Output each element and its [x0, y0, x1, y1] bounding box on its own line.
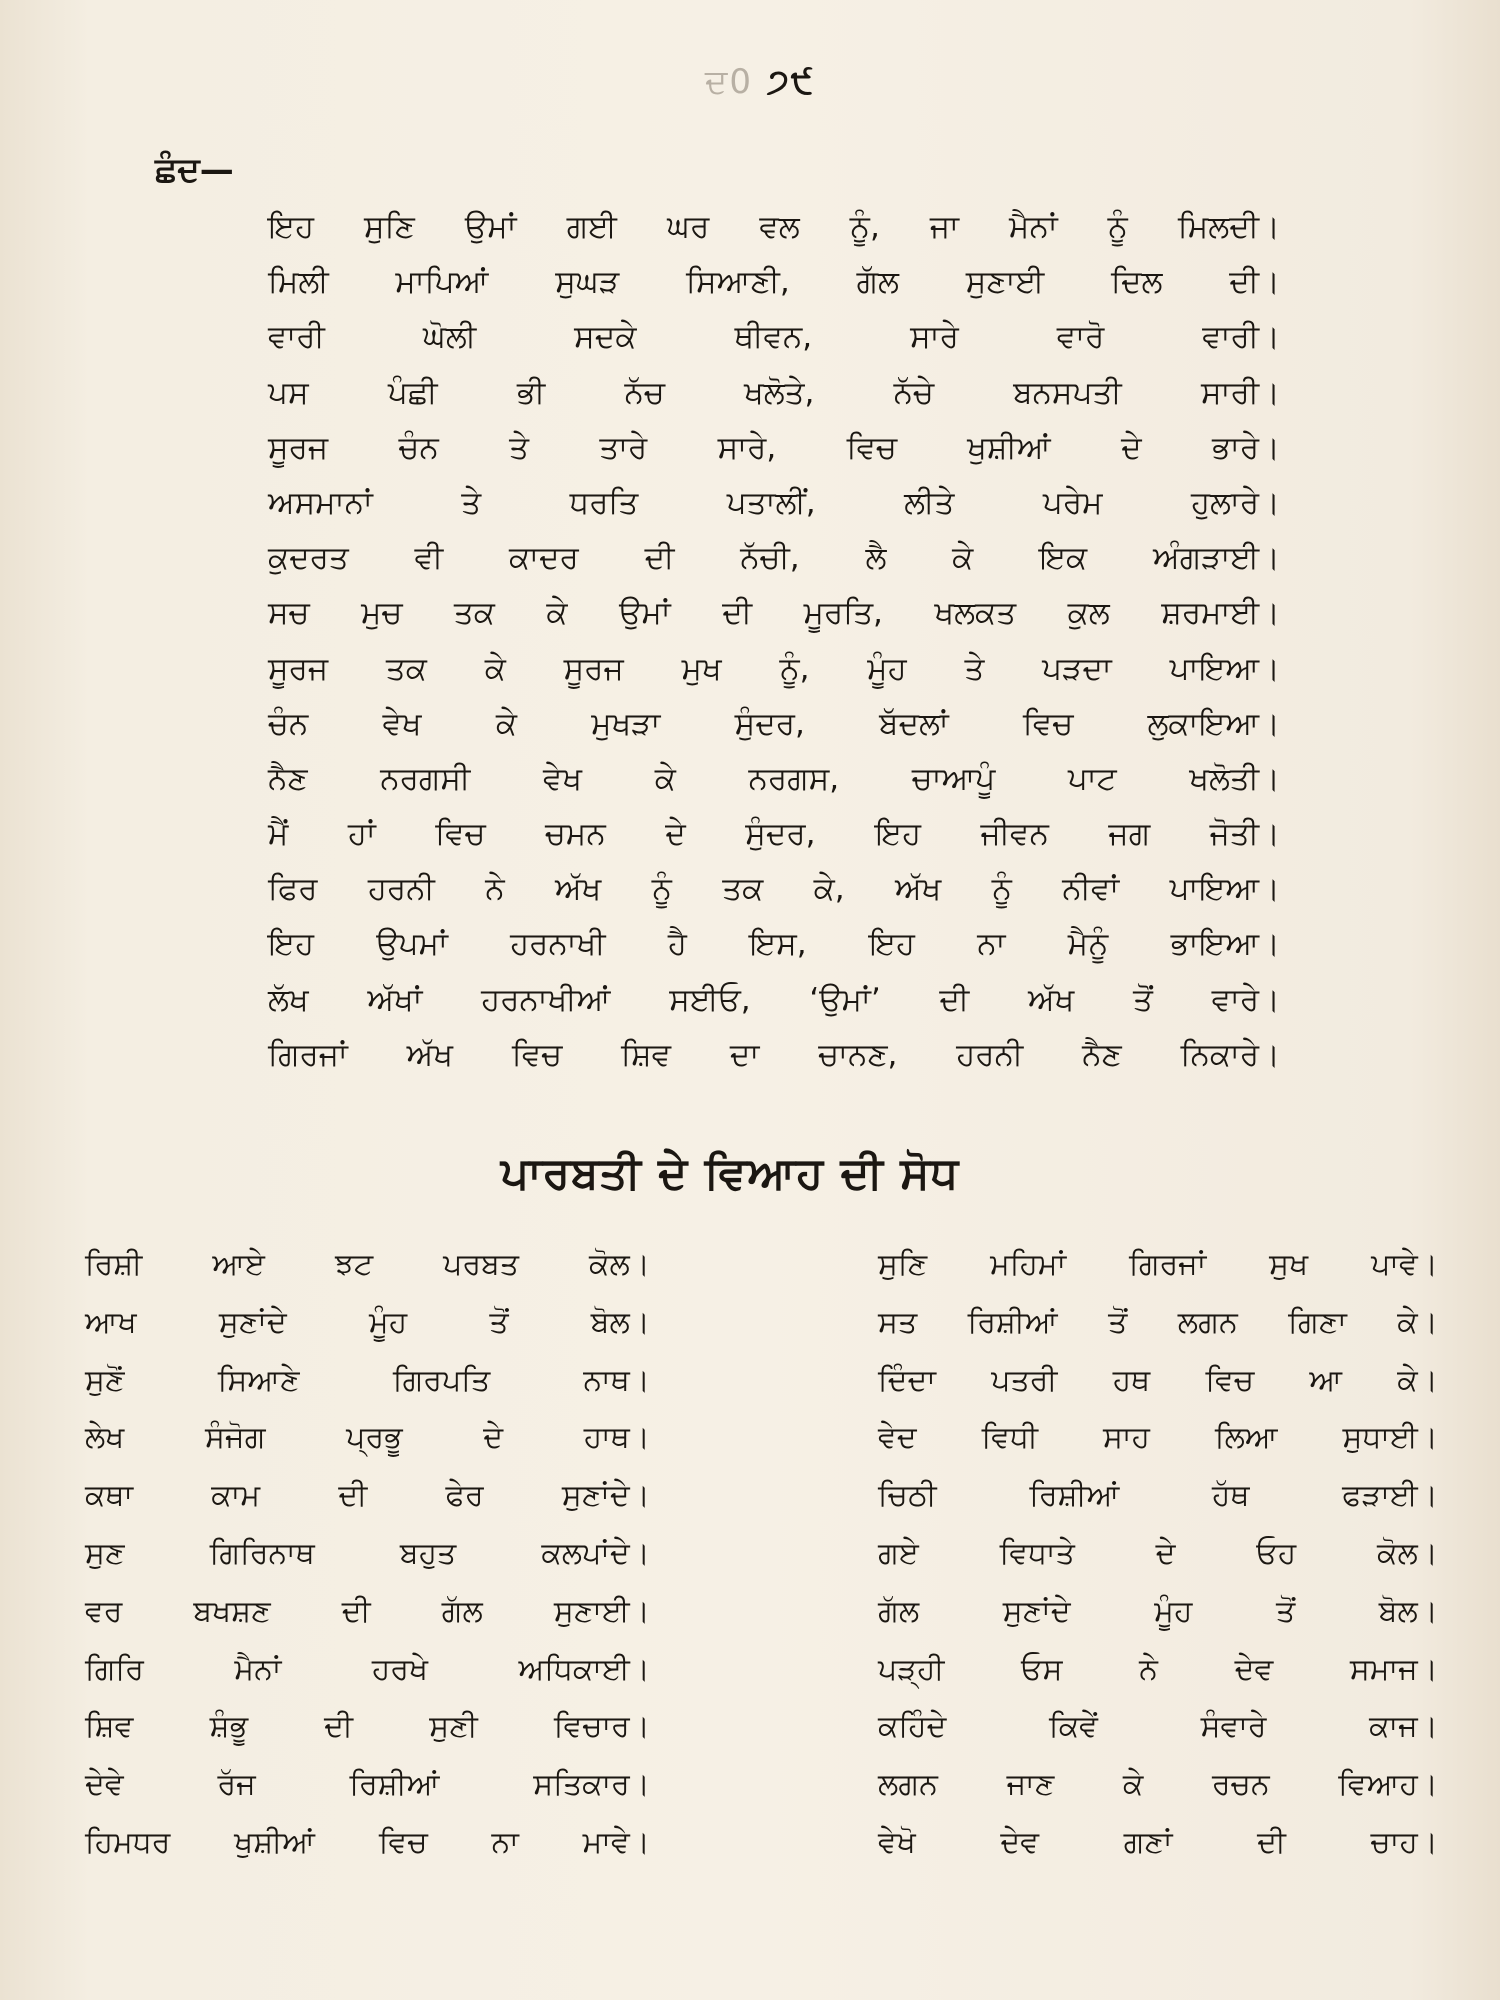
left-column: [85, 1236, 650, 1872]
verse-line: ਮਿਲੀ ਮਾਪਿਆਂ ਸੁਘੜ ਸਿਆਣੀ, ਗੱਲ ਸੁਣਾਈ ਦਿਲ ਦੀ।: [268, 264, 1280, 301]
verse-line: ਪਸ ਪੰਛੀ ਭੀ ਨੱਚ ਖਲੋਤੇ, ਨੱਚੇ ਬਨਸਪਤੀ ਸਾਰੀ।: [268, 374, 1280, 411]
right-column-line: ਸਤ ਰਿਸ਼ੀਆਂ ਤੋਂ ਲਗਨ ਗਿਣਾ ਕੇ।: [878, 1304, 1438, 1340]
left-column-line: ਸੁਣ ਗਿਰਿਨਾਥ ਬਹੁਤ ਕਲਪਾਂਦੇ।: [85, 1535, 650, 1571]
left-column-line: ਹਿਮਧਰ ਖੁਸ਼ੀਆਂ ਵਿਚ ਨਾ ਮਾਵੇ।: [85, 1824, 650, 1860]
right-column-line: ਪੜ੍ਹੀ ਓਸ ਨੇ ਦੇਵ ਸਮਾਜ।: [878, 1651, 1438, 1687]
left-column-line: ਰਿਸ਼ੀ ਆਏ ਝਟ ਪਰਬਤ ਕੋਲ।: [85, 1247, 650, 1282]
verse-block: [268, 200, 1280, 1083]
left-column-line: ਸ਼ਿਵ ਸ਼ੰਭੂ ਦੀ ਸੁਣੀ ਵਿਚਾਰ।: [85, 1709, 650, 1745]
section-label: ਛੰਦ—: [155, 150, 234, 190]
section-heading: ਪਾਰਬਤੀ ਦੇ ਵਿਆਹ ਦੀ ਸੋਧ: [500, 1148, 960, 1199]
verse-line: ਇਹ ਉਪਮਾਂ ਹਰਨਾਖੀ ਹੈ ਇਸ, ਇਹ ਨਾ ਮੈਨੂੰ ਭਾਇਆ।: [268, 926, 1280, 963]
verse-line: ਸੂਰਜ ਚੰਨ ਤੇ ਤਾਰੇ ਸਾਰੇ, ਵਿਚ ਖੁਸ਼ੀਆਂ ਦੇ ਭਾਰੇ।: [268, 429, 1280, 466]
verse-line: ਨੈਣ ਨਰਗਸੀ ਵੇਖ ਕੇ ਨਰਗਸ, ਚਾਆਪੂੰ ਪਾਟ ਖਲੋਤੀ।: [268, 760, 1280, 797]
verse-line: ਕੁਦਰਤ ਵੀ ਕਾਦਰ ਦੀ ਨੱਚੀ, ਲੈ ਕੇ ਇਕ ਅੰਗੜਾਈ।: [268, 540, 1280, 577]
left-column-line: ਗਿਰਿ ਮੈਨਾਂ ਹਰਖੇ ਅਧਿਕਾਈ।: [85, 1651, 650, 1687]
verse-line: ਇਹ ਸੁਣਿ ਉਮਾਂ ਗਈ ਘਰ ਵਲ ਨੂੰ, ਜਾ ਮੈਨਾਂ ਨੂੰ ਮਿਲਦੀ।: [268, 209, 1280, 245]
verse-line: ਅਸਮਾਨਾਂ ਤੇ ਧਰਤਿ ਪਤਾਲੀਂ, ਲੀਤੇ ਪਰੇਮ ਹੁਲਾਰੇ।: [268, 484, 1280, 521]
right-column-line: ਵੇਦ ਵਿਧੀ ਸਾਹ ਲਿਆ ਸੁਧਾਈ।: [878, 1420, 1438, 1456]
left-column-line: ਸੁਣੋਂ ਸਿਆਣੇ ਗਿਰਪਤਿ ਨਾਥ।: [85, 1362, 650, 1398]
left-column-line: ਆਖ ਸੁਣਾਂਦੇ ਮੂੰਹ ਤੋਂ ਬੋਲ।: [85, 1304, 650, 1340]
right-column-line: ਕਹਿੰਦੇ ਕਿਵੇਂ ਸੰਵਾਰੇ ਕਾਜ।: [878, 1709, 1438, 1745]
right-column: [878, 1236, 1438, 1872]
right-column-line: ਗੱਲ ਸੁਣਾਂਦੇ ਮੂੰਹ ਤੋਂ ਬੋਲ।: [878, 1593, 1438, 1629]
left-column-line: ਕਥਾ ਕਾਮ ਦੀ ਫੇਰ ਸੁਣਾਂਦੇ।: [85, 1478, 650, 1514]
right-column-line: ਵੇਖੋ ਦੇਵ ਗਣਾਂ ਦੀ ਚਾਹ।: [878, 1824, 1438, 1860]
right-column-line: ਲਗਨ ਜਾਣ ਕੇ ਰਚਨ ਵਿਆਹ।: [878, 1767, 1438, 1803]
page-number-main: ੭੯: [766, 62, 816, 102]
left-column-line: ਵਰ ਬਖਸ਼ਣ ਦੀ ਗੱਲ ਸੁਣਾਈ।: [85, 1593, 650, 1629]
left-column-line: ਦੇਵੇ ਰੱਜ ਰਿਸ਼ੀਆਂ ਸਤਿਕਾਰ।: [85, 1767, 650, 1803]
verse-line: ਫਿਰ ਹਰਨੀ ਨੇ ਅੱਖ ਨੂੰ ਤਕ ਕੇ, ਅੱਖ ਨੂੰ ਨੀਵਾਂ ਪਾਇਆ।: [268, 871, 1280, 908]
right-column-line: ਚਿਠੀ ਰਿਸ਼ੀਆਂ ਹੱਥ ਫੜਾਈ।: [878, 1478, 1438, 1514]
verse-line: ਚੰਨ ਵੇਖ ਕੇ ਮੁਖੜਾ ਸੁੰਦਰ, ਬੱਦਲਾਂ ਵਿਚ ਲੁਕਾਇਆ।: [268, 705, 1280, 742]
right-column-line: ਦਿੰਦਾ ਪਤਰੀ ਹਥ ਵਿਚ ਆ ਕੇ।: [878, 1362, 1438, 1398]
verse-line: ਸਚ ਮੁਚ ਤਕ ਕੇ ਉਮਾਂ ਦੀ ਮੂਰਤਿ, ਖਲਕਤ ਕੁਲ ਸ਼ਰਮਾਈ।: [268, 595, 1280, 632]
page-number-faint: ਦ0: [704, 62, 754, 102]
verse-line: ਗਿਰਜਾਂ ਅੱਖ ਵਿਚ ਸ਼ਿਵ ਦਾ ਚਾਨਣ, ਹਰਨੀ ਨੈਣ ਨਿਕਾਰੇ।: [268, 1036, 1280, 1073]
verse-line: ਵਾਰੀ ਘੋਲੀ ਸਦਕੇ ਥੀਵਨ, ਸਾਰੇ ਵਾਰੋ ਵਾਰੀ।: [268, 319, 1280, 356]
page-number: [700, 62, 820, 102]
verse-line: ਸੂਰਜ ਤਕ ਕੇ ਸੂਰਜ ਮੁਖ ਨੂੰ, ਮੂੰਹ ਤੇ ਪੜਦਾ ਪਾਇਆ।: [268, 650, 1280, 687]
right-column-line: ਗਏ ਵਿਧਾਤੇ ਦੇ ਓਹ ਕੋਲ।: [878, 1535, 1438, 1571]
verse-line: ਮੈਂ ਹਾਂ ਵਿਚ ਚਮਨ ਦੇ ਸੁੰਦਰ, ਇਹ ਜੀਵਨ ਜਗ ਜੋਤੀ।: [268, 816, 1280, 853]
left-column-line: ਲੇਖ ਸੰਜੋਗ ਪ੍ਰਭੂ ਦੇ ਹਾਥ।: [85, 1420, 650, 1456]
verse-line: ਲੱਖ ਅੱਖਾਂ ਹਰਨਾਖੀਆਂ ਸਈਓ, ‘ਉਮਾਂ’ ਦੀ ਅੱਖ ਤੋਂ ਵਾਰੇ।: [268, 981, 1280, 1018]
right-column-line: ਸੁਣਿ ਮਹਿਮਾਂ ਗਿਰਜਾਂ ਸੁਖ ਪਾਵੇ।: [878, 1247, 1438, 1282]
